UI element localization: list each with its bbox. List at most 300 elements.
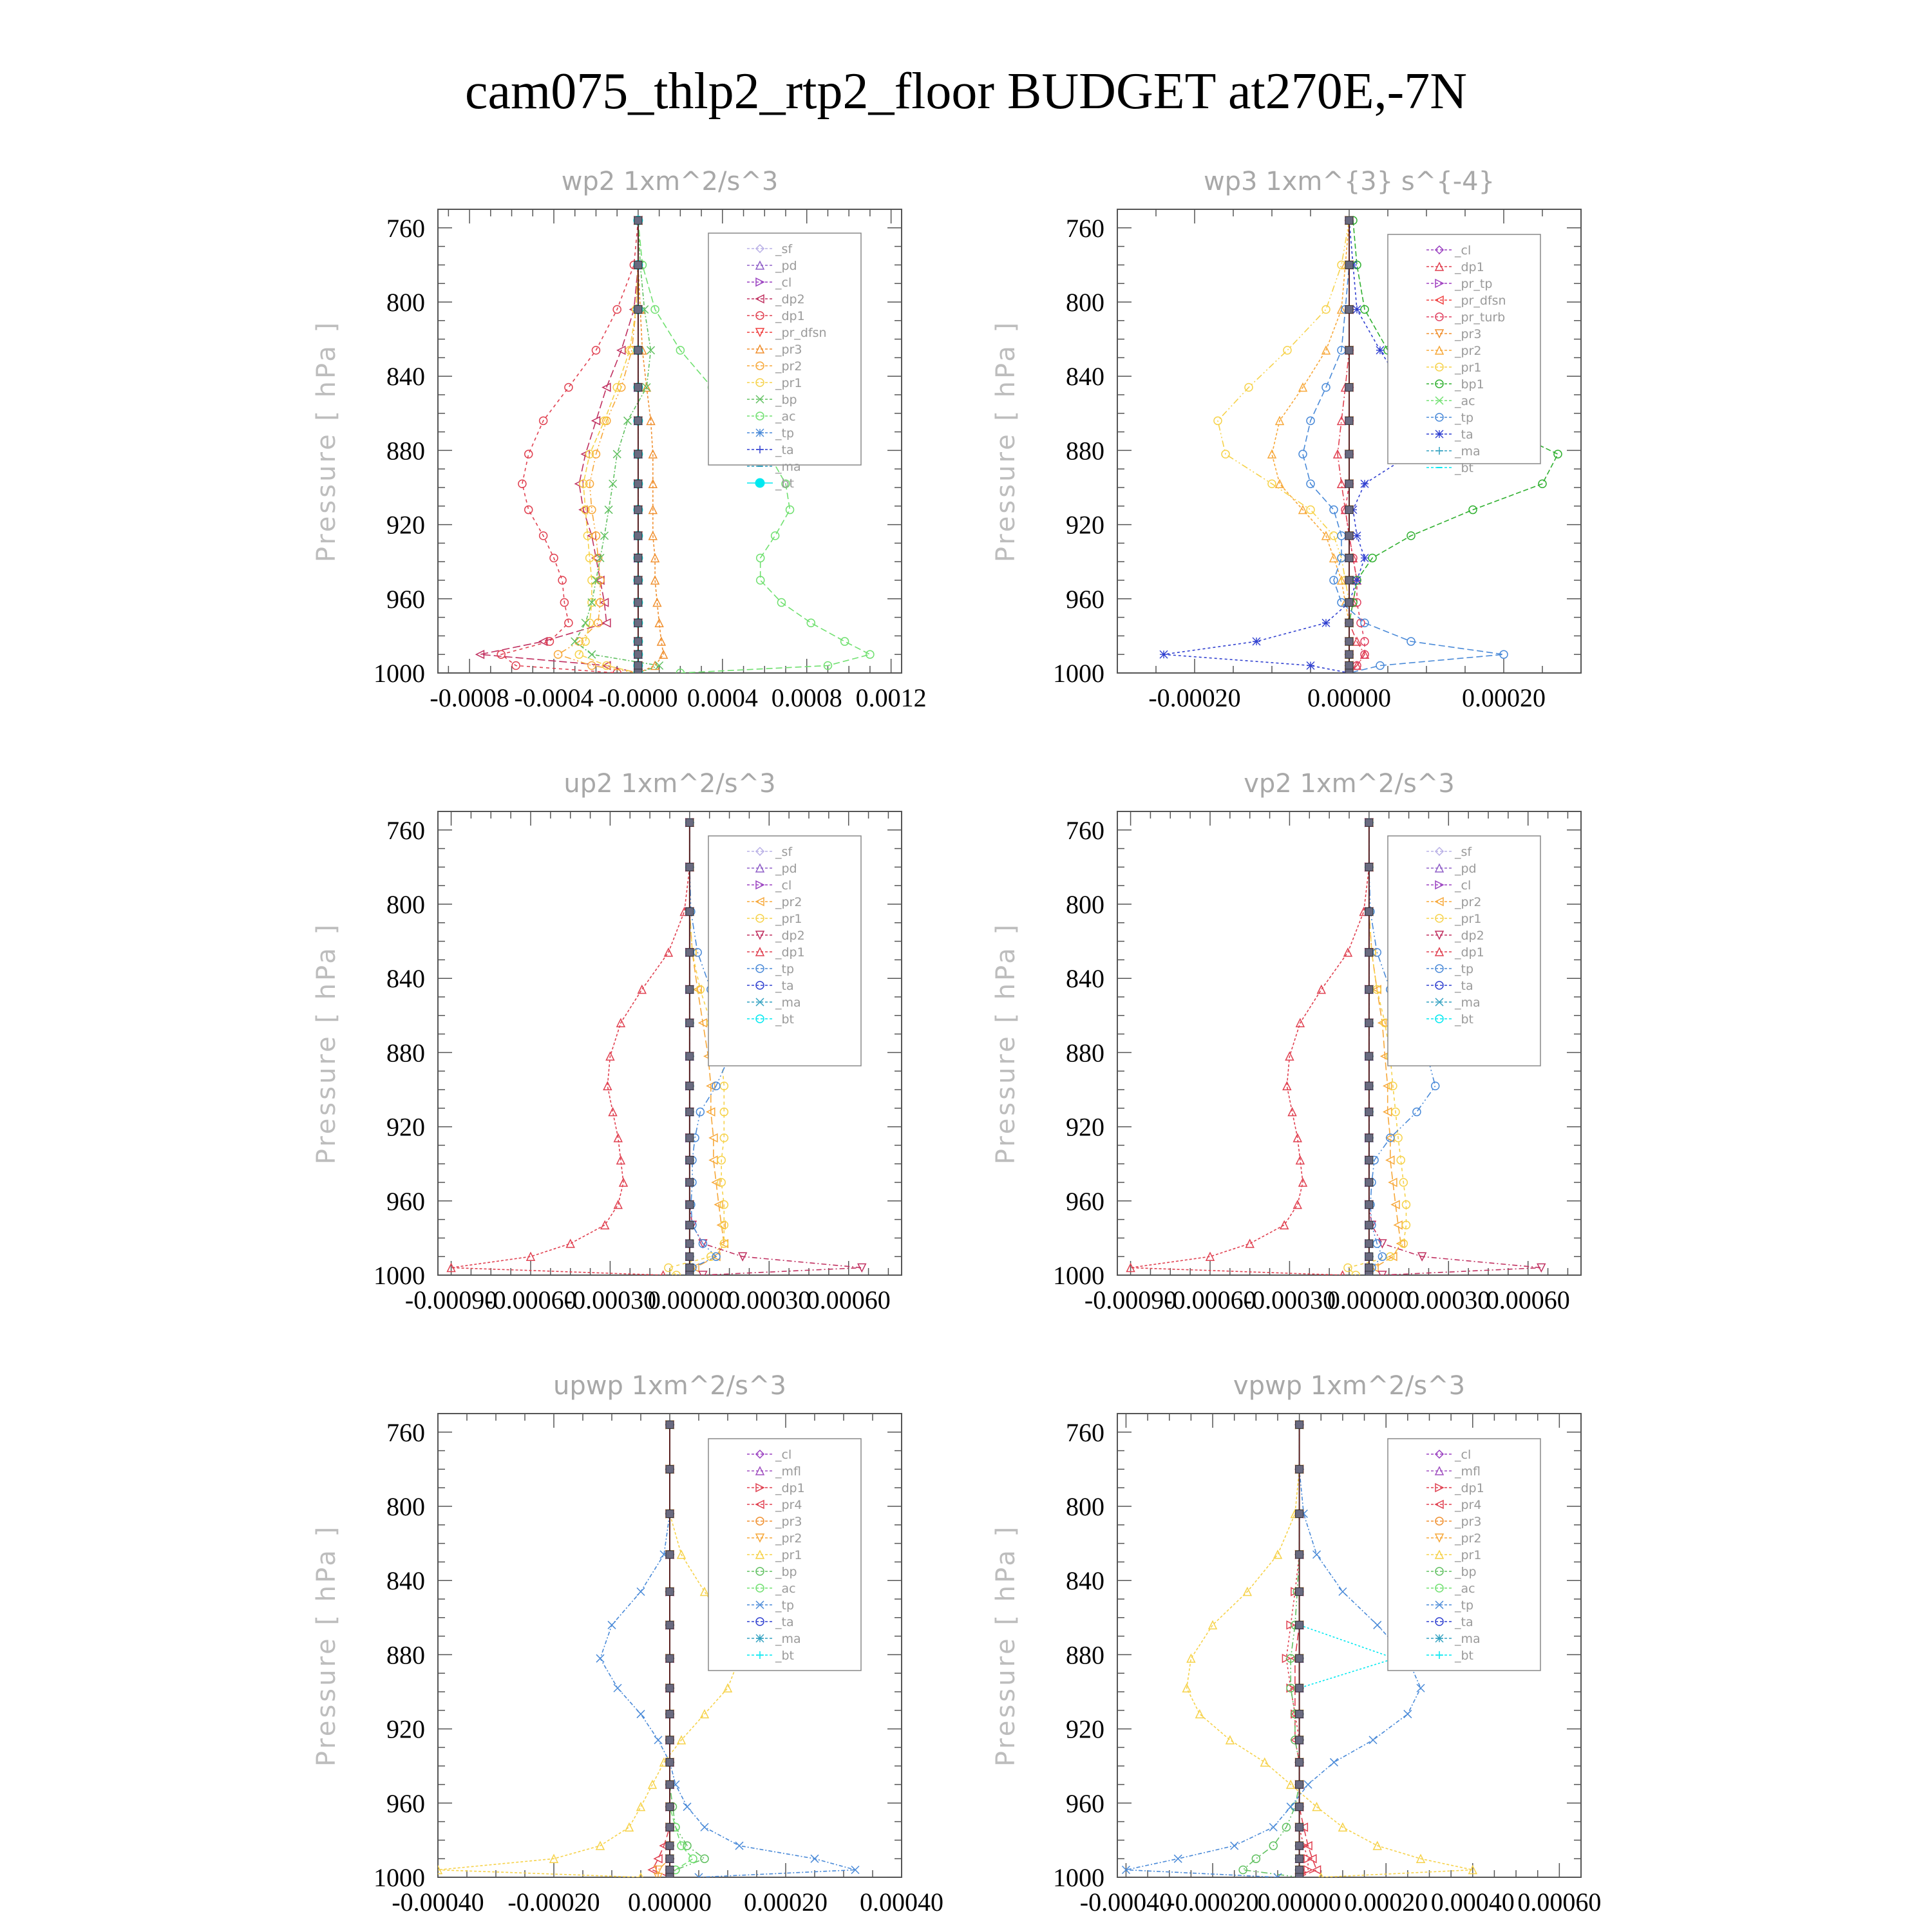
- zero-trace-marker: [1365, 863, 1373, 871]
- zero-trace-marker: [1296, 1684, 1303, 1692]
- data-point: [1313, 1551, 1321, 1558]
- panels: [312, 167, 1601, 1917]
- data-point: [582, 619, 589, 627]
- zero-trace-marker: [634, 669, 642, 677]
- zero-trace-marker: [666, 1465, 674, 1473]
- series-line-pr2: [1272, 220, 1349, 673]
- legend-label: _pr1: [1455, 912, 1482, 926]
- legend-label: _pr3: [775, 343, 802, 357]
- legend-label: _ac: [1455, 394, 1475, 408]
- data-point: [1174, 1855, 1182, 1862]
- zero-trace-marker: [666, 1551, 674, 1558]
- data-point: [1253, 638, 1260, 645]
- zero-trace-marker: [666, 1710, 674, 1718]
- zero-trace-marker: [686, 1052, 694, 1060]
- x-tick-label: 0.0008: [771, 683, 842, 712]
- data-point: [1283, 346, 1291, 354]
- data-point: [654, 1855, 662, 1862]
- data-point: [588, 650, 596, 658]
- x-tick-label: 0.00000: [647, 1285, 732, 1314]
- legend-label: _sf: [1455, 845, 1472, 859]
- legend-label: _pr1: [1455, 361, 1482, 375]
- zero-trace-marker: [1296, 1842, 1303, 1850]
- legend-label: _ta: [775, 443, 794, 457]
- series-line-ta: [1164, 220, 1426, 673]
- y-tick-label: 760: [386, 815, 425, 845]
- zero-trace-marker: [1365, 1019, 1373, 1027]
- zero-trace-marker: [634, 306, 642, 314]
- legend-label: _tp: [775, 426, 795, 440]
- data-point: [608, 1621, 616, 1629]
- legend-label: _ma: [775, 1632, 801, 1646]
- zero-trace-marker: [634, 576, 642, 584]
- data-point: [1318, 985, 1325, 993]
- zero-trace-marker: [1365, 1179, 1373, 1186]
- zero-trace-marker: [1345, 669, 1353, 677]
- data-point: [701, 1823, 708, 1831]
- legend-label: _pr_dfsn: [1455, 294, 1506, 308]
- zero-trace-marker: [666, 1587, 674, 1595]
- data-point: [476, 650, 484, 658]
- chart-panel: [991, 167, 1581, 712]
- data-point: [624, 417, 632, 424]
- chart-panel: [991, 1371, 1601, 1917]
- legend-label: _pd: [1455, 862, 1477, 876]
- panel-title: up2 1xm^2/s^3: [564, 769, 776, 799]
- panel-title: vp2 1xm^2/s^3: [1244, 769, 1455, 799]
- data-point: [1226, 1736, 1234, 1744]
- data-point: [807, 619, 815, 627]
- zero-trace-marker: [634, 480, 642, 488]
- zero-trace-marker: [1345, 346, 1353, 354]
- x-tick-label: 0.00000: [1257, 1888, 1341, 1917]
- y-tick-label: 880: [386, 1038, 425, 1068]
- y-tick-label: 960: [1066, 1186, 1104, 1216]
- data-point: [1339, 1587, 1347, 1595]
- data-point: [518, 480, 526, 488]
- zero-trace-marker: [1296, 1873, 1303, 1881]
- legend-label: _pr2: [775, 895, 802, 909]
- zero-trace-marker: [1296, 1654, 1303, 1662]
- figure-title: cam075_thlp2_rtp2_floor BUDGET at270E,-7N: [464, 63, 1468, 120]
- x-tick-label: -0.00030: [1243, 1285, 1336, 1314]
- y-tick-label: 800: [1066, 1492, 1104, 1521]
- x-tick-label: -0.00090: [1084, 1285, 1177, 1314]
- legend-label: _cl: [1455, 878, 1472, 893]
- data-point: [1269, 1823, 1277, 1831]
- legend-label: _dp1: [775, 945, 805, 960]
- y-tick-label: 840: [1066, 362, 1104, 392]
- zero-trace-marker: [666, 1621, 674, 1629]
- zero-trace-marker: [1345, 619, 1353, 627]
- data-point: [565, 619, 573, 627]
- data-point: [588, 661, 596, 669]
- y-tick-label: 920: [386, 510, 425, 540]
- zero-trace-marker: [1345, 638, 1353, 645]
- y-tick-label: 760: [1066, 815, 1104, 845]
- legend: [1388, 836, 1540, 1066]
- legend-label: _tp: [1455, 962, 1474, 976]
- zero-trace-marker: [686, 1108, 694, 1116]
- legend-label: _ma: [1455, 444, 1481, 459]
- legend: [708, 233, 861, 491]
- series-line-dp1: [1131, 822, 1369, 1275]
- data-point: [565, 383, 573, 391]
- y-tick-label: 880: [386, 1640, 425, 1670]
- legend-label: _ta: [1455, 1615, 1473, 1629]
- data-point: [1554, 450, 1562, 458]
- y-axis-label: Pressure [ hPa ]: [312, 1524, 341, 1767]
- zero-trace-marker: [634, 216, 642, 224]
- zero-trace-marker: [1365, 1201, 1373, 1209]
- y-axis-label: Pressure [ hPa ]: [991, 319, 1021, 563]
- zero-trace-marker: [686, 1201, 694, 1209]
- zero-trace-marker: [666, 1421, 674, 1428]
- y-tick-label: 920: [386, 1112, 425, 1142]
- zero-trace-marker: [666, 1781, 674, 1788]
- zero-trace-marker: [634, 661, 642, 669]
- zero-trace-marker: [1345, 661, 1353, 669]
- x-tick-label: 0.00030: [1406, 1285, 1491, 1314]
- data-point: [665, 1264, 672, 1271]
- zero-trace-marker: [686, 1082, 694, 1090]
- y-tick-label: 840: [386, 362, 425, 392]
- legend-label: _tp: [775, 962, 795, 976]
- legend-label: _pr4: [775, 1498, 802, 1512]
- data-point: [1353, 576, 1361, 584]
- zero-trace-marker: [1296, 1510, 1303, 1518]
- data-point: [637, 1710, 645, 1718]
- zero-trace-marker: [686, 1134, 694, 1142]
- zero-trace-marker: [1345, 554, 1353, 562]
- zero-trace-marker: [666, 1654, 674, 1662]
- legend-label: _bp: [775, 393, 797, 407]
- y-tick-label: 840: [386, 964, 425, 994]
- data-point: [701, 1855, 708, 1862]
- chart-panel: [312, 167, 927, 712]
- data-point: [841, 638, 849, 645]
- data-point: [1330, 506, 1338, 514]
- zero-trace-marker: [1296, 1855, 1303, 1862]
- zero-trace-marker: [1345, 417, 1353, 424]
- data-point: [592, 417, 600, 424]
- data-point: [1307, 506, 1314, 514]
- data-point: [1252, 1855, 1260, 1862]
- data-point: [701, 1587, 708, 1595]
- zero-trace-marker: [686, 1156, 694, 1164]
- y-tick-label: 920: [1066, 1714, 1104, 1744]
- legend-label: _ma: [775, 996, 801, 1010]
- data-point: [1374, 1621, 1381, 1629]
- zero-trace-marker: [1365, 949, 1373, 956]
- data-point: [1344, 1264, 1352, 1271]
- legend-label: _pr_turb: [1455, 310, 1506, 325]
- x-tick-label: 0.00000: [1307, 683, 1391, 712]
- legend-label: _cl: [1455, 243, 1472, 258]
- zero-trace-marker: [634, 383, 642, 391]
- y-axis-label: Pressure [ hPa ]: [991, 922, 1021, 1165]
- y-tick-label: 920: [386, 1714, 425, 1744]
- zero-trace-marker: [686, 1240, 694, 1247]
- zero-trace-marker: [1296, 1736, 1303, 1744]
- legend-label: _pr_dfsn: [775, 326, 827, 340]
- data-point: [677, 1842, 685, 1850]
- zero-trace-marker: [634, 417, 642, 424]
- data-point: [1246, 1240, 1254, 1247]
- y-tick-label: 960: [386, 1788, 425, 1818]
- zero-trace-marker: [1296, 1823, 1303, 1831]
- zero-trace-marker: [1296, 1587, 1303, 1595]
- data-point: [654, 1736, 662, 1744]
- chart-panel: [312, 1371, 943, 1917]
- y-tick-label: 1000: [1053, 1863, 1104, 1892]
- zero-trace-marker: [686, 985, 694, 993]
- data-point: [1268, 450, 1276, 458]
- zero-trace-marker: [1345, 576, 1353, 584]
- zero-trace-marker: [686, 1264, 694, 1271]
- legend-label: _pr1: [775, 376, 802, 390]
- legend-label: _bp1: [1455, 377, 1484, 392]
- series-line-dp1: [451, 822, 690, 1275]
- zero-trace-marker: [666, 1855, 674, 1862]
- zero-trace-marker: [1345, 532, 1353, 540]
- legend-label: _dp1: [1455, 260, 1484, 274]
- data-point: [1261, 1758, 1269, 1766]
- legend-label: _ta: [1455, 428, 1473, 442]
- data-point: [1361, 480, 1368, 488]
- x-tick-label: 0.00030: [727, 1285, 811, 1314]
- data-point: [1404, 1710, 1412, 1718]
- chart-panel: [991, 769, 1581, 1314]
- zero-trace-marker: [1345, 261, 1353, 269]
- zero-trace-marker: [1365, 1271, 1373, 1279]
- legend-label: _pr2: [1455, 895, 1482, 909]
- x-tick-label: -0.0004: [514, 683, 594, 712]
- zero-trace-marker: [1365, 1082, 1373, 1090]
- legend-label: _pd: [775, 862, 797, 876]
- legend-label: _bp: [775, 1565, 797, 1579]
- y-tick-label: 1000: [374, 659, 425, 688]
- legend-label: _bp: [1455, 1565, 1477, 1579]
- legend-label: _tp: [775, 1598, 795, 1613]
- zero-trace-marker: [1296, 1621, 1303, 1629]
- zero-trace-marker: [686, 819, 694, 826]
- x-tick-label: 0.00040: [1430, 1888, 1515, 1917]
- legend-label: _cl: [775, 276, 792, 290]
- data-point: [1304, 1781, 1312, 1788]
- x-tick-label: -0.00060: [484, 1285, 577, 1314]
- panel-title: vpwp 1xm^2/s^3: [1233, 1371, 1466, 1401]
- zero-trace-marker: [1345, 480, 1353, 488]
- x-tick-label: 0.00060: [1486, 1285, 1570, 1314]
- legend-marker: [1435, 430, 1443, 438]
- y-axis-label: Pressure [ hPa ]: [991, 1524, 1021, 1767]
- legend-label: _pr2: [775, 1531, 802, 1546]
- legend-label: _sf: [775, 242, 793, 256]
- legend-label: _pr1: [1455, 1548, 1482, 1562]
- zero-trace-marker: [1296, 1465, 1303, 1473]
- data-point: [637, 1587, 645, 1595]
- x-tick-label: -0.00060: [1164, 1285, 1256, 1314]
- x-tick-label: -0.00030: [564, 1285, 657, 1314]
- y-tick-label: 760: [1066, 213, 1104, 243]
- legend-label: _ac: [775, 410, 796, 424]
- data-point: [1361, 554, 1368, 562]
- x-tick-label: 0.00020: [1344, 1888, 1428, 1917]
- zero-trace-marker: [634, 638, 642, 645]
- series-line-dp1: [501, 220, 638, 673]
- data-point: [525, 450, 533, 458]
- x-tick-label: 0.0012: [855, 683, 927, 712]
- legend-label: _pr3: [1455, 327, 1482, 341]
- legend-marker: [756, 429, 764, 437]
- x-tick-label: -0.00040: [1079, 1888, 1173, 1917]
- zero-trace-marker: [1345, 450, 1353, 458]
- legend-label: _sf: [775, 845, 793, 859]
- legend-label: _dp1: [775, 309, 805, 323]
- legend-label: _dp2: [775, 929, 805, 943]
- series-line-pr1: [1218, 220, 1349, 673]
- x-tick-label: 0.00060: [806, 1285, 891, 1314]
- legend: [1388, 1439, 1540, 1671]
- panel-title: wp3 1xm^{3} s^{-4}: [1203, 167, 1495, 196]
- zero-trace-marker: [1365, 985, 1373, 993]
- zero-trace-marker: [1345, 216, 1353, 224]
- legend-label: _ma: [1455, 996, 1481, 1010]
- data-point: [1287, 1803, 1294, 1811]
- zero-trace-marker: [666, 1866, 674, 1873]
- y-tick-label: 1000: [1053, 659, 1104, 688]
- legend-label: _ta: [775, 1615, 794, 1629]
- legend-label: _pr1: [775, 1548, 802, 1562]
- data-point: [567, 1240, 574, 1247]
- zero-trace-marker: [686, 863, 694, 871]
- zero-trace-marker: [666, 1684, 674, 1692]
- data-point: [724, 1684, 732, 1692]
- legend-label: _ac: [775, 1582, 796, 1596]
- data-point: [1299, 450, 1307, 458]
- data-point: [1417, 1684, 1425, 1692]
- series-line-dp2: [480, 220, 638, 673]
- data-point: [1369, 1736, 1377, 1744]
- data-point: [1160, 650, 1168, 658]
- data-point: [1322, 306, 1330, 314]
- legend-label: _dp1: [775, 1481, 805, 1495]
- zero-trace-marker: [666, 1803, 674, 1811]
- x-tick-label: 0.00060: [1517, 1888, 1602, 1917]
- zero-trace-marker: [1296, 1710, 1303, 1718]
- zero-trace-marker: [1365, 1134, 1373, 1142]
- zero-trace-marker: [666, 1510, 674, 1518]
- zero-trace-marker: [1365, 1108, 1373, 1116]
- data-point: [1338, 599, 1345, 607]
- y-tick-label: 800: [386, 288, 425, 317]
- zero-trace-marker: [686, 1019, 694, 1027]
- legend-marker: [1435, 1634, 1443, 1642]
- y-tick-label: 760: [386, 213, 425, 243]
- legend-label: _pr2: [1455, 1531, 1482, 1546]
- chart-panel: [312, 769, 902, 1314]
- y-tick-label: 800: [1066, 288, 1104, 317]
- x-tick-label: 0.00020: [744, 1888, 828, 1917]
- data-point: [571, 638, 579, 645]
- data-point: [601, 1221, 609, 1229]
- legend-label: _mfl: [1455, 1464, 1481, 1479]
- y-tick-label: 960: [1066, 584, 1104, 614]
- series-line-bp: [1243, 1425, 1300, 1877]
- legend-label: _bt: [775, 1649, 795, 1663]
- legend-label: _ma: [1455, 1632, 1481, 1646]
- zero-trace-marker: [686, 908, 694, 916]
- zero-trace-marker: [1296, 1781, 1303, 1788]
- legend-marker: [755, 478, 764, 488]
- zero-trace-marker: [634, 619, 642, 627]
- y-tick-label: 920: [1066, 1112, 1104, 1142]
- zero-trace-marker: [1345, 599, 1353, 607]
- zero-trace-marker: [1296, 1758, 1303, 1766]
- zero-trace-marker: [686, 949, 694, 956]
- x-tick-label: -0.00020: [1166, 1888, 1259, 1917]
- legend-label: _ta: [775, 979, 794, 993]
- y-tick-label: 880: [1066, 1038, 1104, 1068]
- data-point: [811, 1855, 819, 1862]
- data-point: [638, 985, 646, 993]
- zero-trace-marker: [1365, 1253, 1373, 1260]
- zero-trace-marker: [686, 1221, 694, 1229]
- y-tick-label: 760: [386, 1417, 425, 1447]
- data-point: [1330, 1758, 1338, 1766]
- series-line-pr2: [558, 220, 638, 673]
- legend-label: _dp2: [1455, 929, 1484, 943]
- zero-trace-marker: [634, 554, 642, 562]
- zero-trace-marker: [666, 1823, 674, 1831]
- legend-label: _pr2: [775, 359, 802, 374]
- y-tick-label: 880: [1066, 436, 1104, 466]
- zero-trace-marker: [634, 506, 642, 514]
- legend-marker: [756, 1634, 764, 1642]
- legend-label: _ta: [1455, 979, 1473, 993]
- zero-trace-marker: [686, 1253, 694, 1260]
- x-tick-label: 0.00040: [860, 1888, 943, 1917]
- data-point: [1376, 346, 1384, 354]
- legend-label: _bt: [775, 477, 795, 491]
- legend-label: _pr3: [1455, 1515, 1482, 1529]
- legend-label: _pd: [775, 259, 797, 273]
- data-point: [1353, 532, 1361, 540]
- y-tick-label: 1000: [374, 1261, 425, 1290]
- zero-trace-marker: [666, 1758, 674, 1766]
- legend-label: _bt: [1455, 1012, 1474, 1027]
- zero-trace-marker: [634, 346, 642, 354]
- legend: [1388, 234, 1540, 475]
- y-tick-label: 840: [1066, 1566, 1104, 1596]
- y-tick-label: 960: [386, 584, 425, 614]
- x-tick-label: 0.0004: [687, 683, 758, 712]
- data-point: [525, 506, 533, 514]
- x-tick-label: -0.00040: [392, 1888, 484, 1917]
- zero-trace-marker: [1345, 506, 1353, 514]
- x-tick-label: -0.00090: [404, 1285, 498, 1314]
- data-point: [1330, 532, 1338, 540]
- zero-trace-marker: [1296, 1866, 1303, 1873]
- panel-title: wp2 1xm^2/s^3: [561, 167, 779, 196]
- series-line-pr1: [438, 1425, 739, 1877]
- data-point: [1231, 1842, 1238, 1850]
- data-point: [596, 1654, 604, 1662]
- legend-label: _ma: [775, 460, 801, 474]
- y-tick-label: 800: [386, 1492, 425, 1521]
- x-tick-label: -0.0008: [430, 683, 509, 712]
